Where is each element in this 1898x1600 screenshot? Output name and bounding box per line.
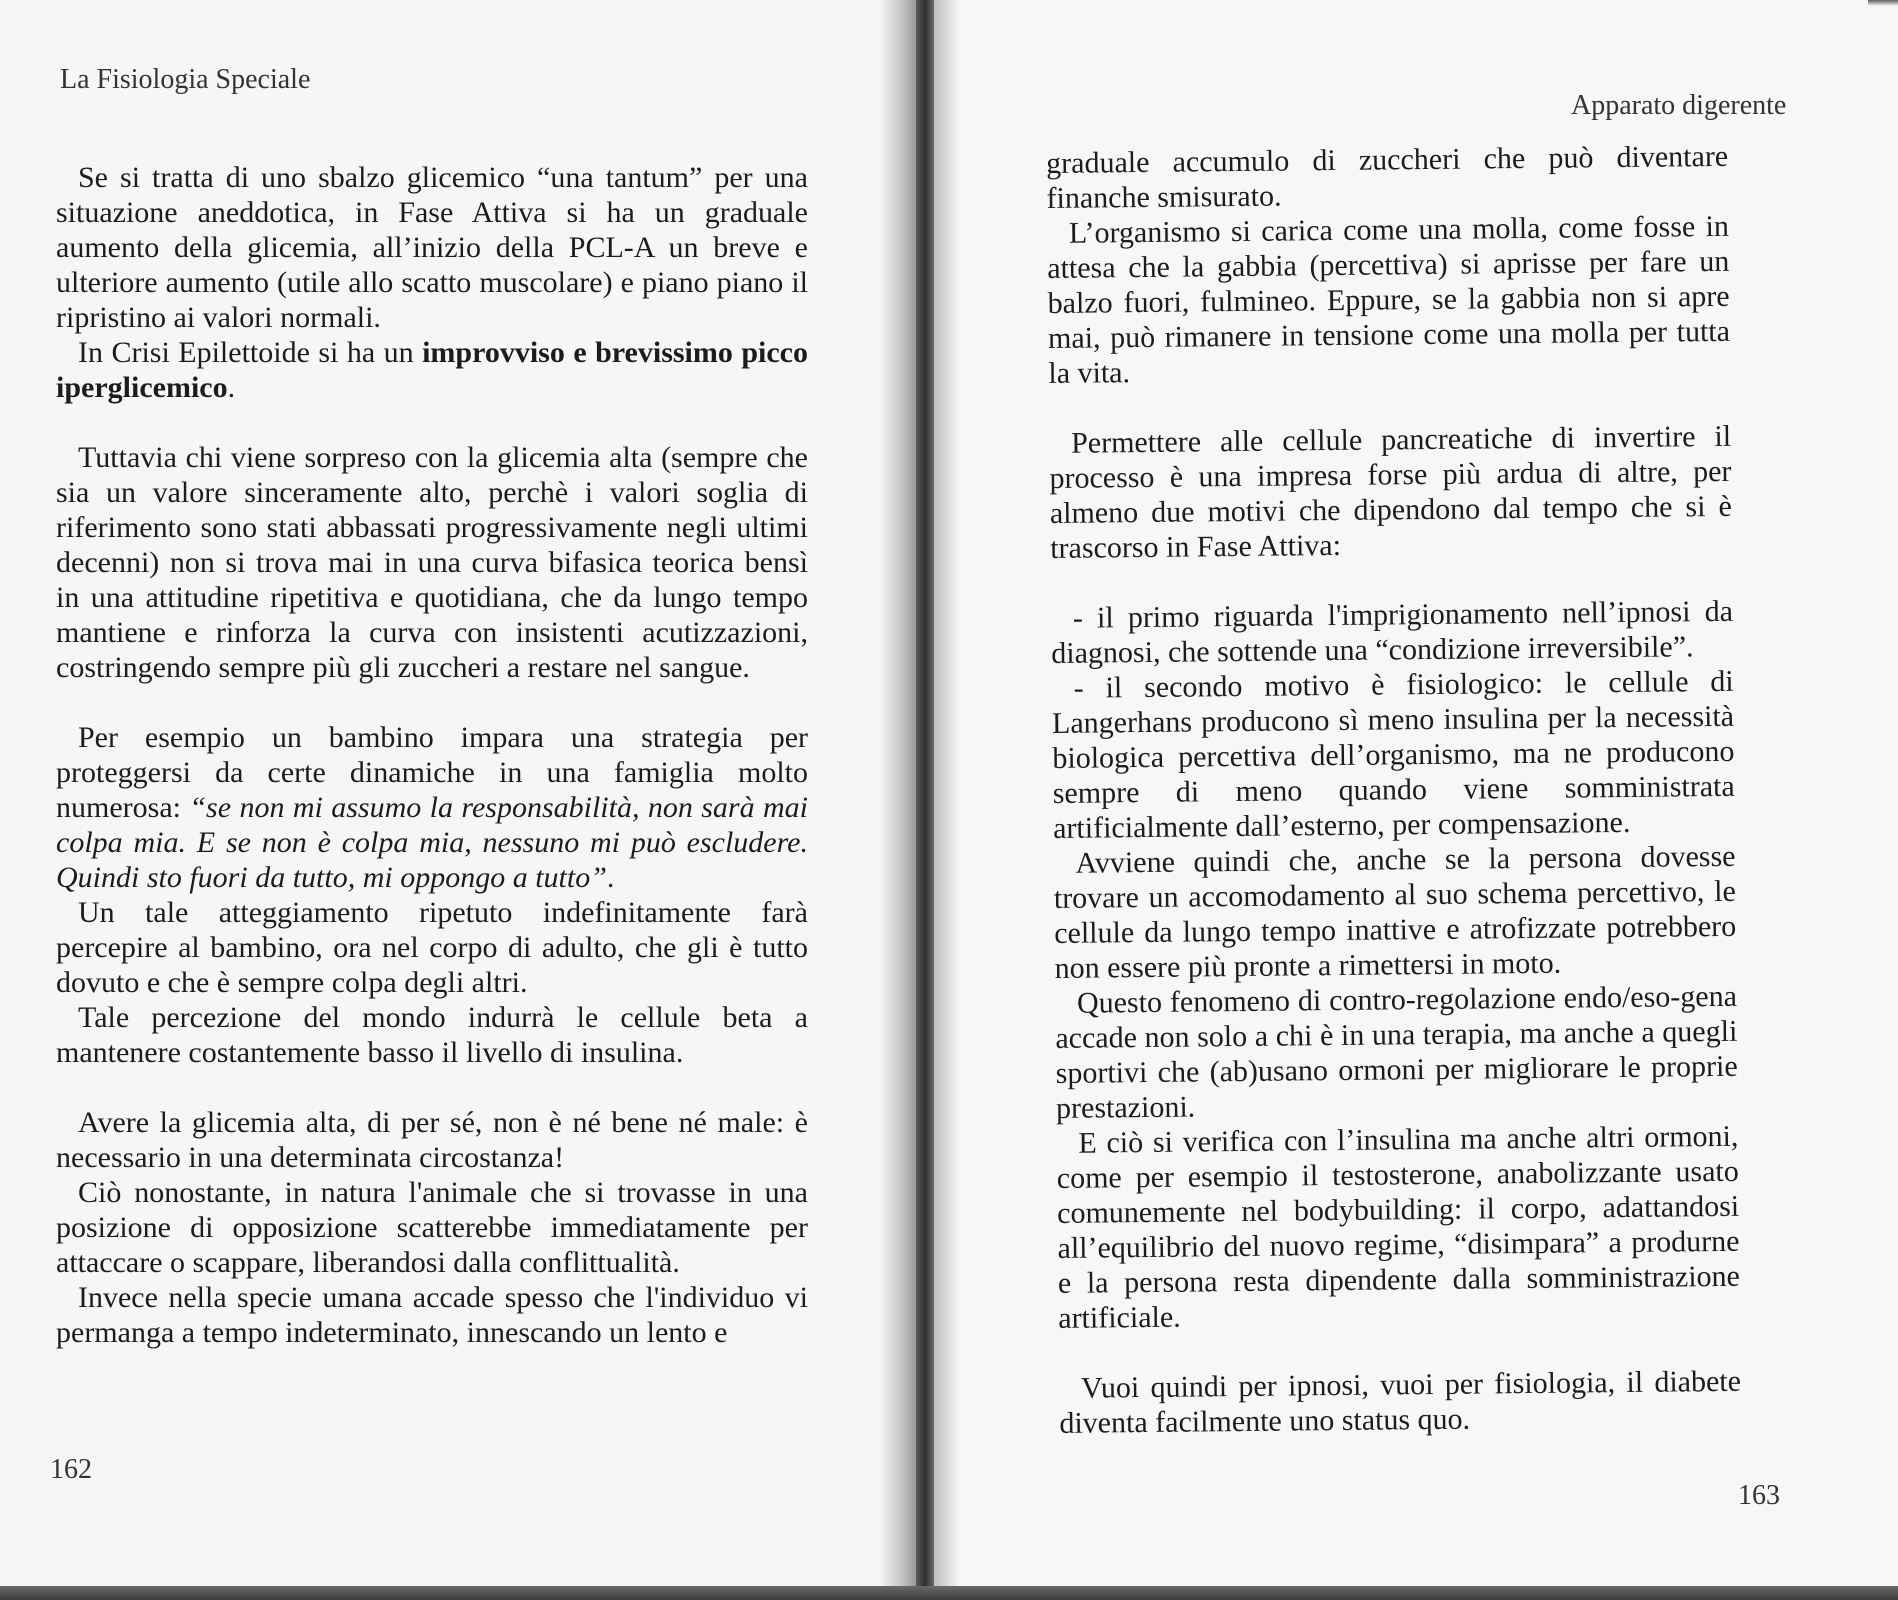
page-number-left: 162 [50,1454,92,1485]
left-page [0,0,916,1586]
page-number-right: 163 [1738,1480,1780,1511]
right-page-body [1046,139,1742,1441]
list-item: - il primo riguarda l'imprigionamento nell’ipnosi da diagnosi, che sottende una “condizione irreversibile”. [1051,594,1734,670]
paragraph: graduale accumulo di zuccheri che può diventare finanche smisurato. [1046,139,1729,215]
paragraph: Ciò nonostante, in natura l'animale che si trovasse in una posizione di opposizione scatterebbe immediatamente per attaccare o scappare, liberandosi dalla conflittualità. [56,1176,808,1279]
running-head-left: La Fisiologia Speciale [60,64,311,95]
paragraph: Se si tratta di uno sbalzo glicemico “una tantum” per una situazione aneddotica, in Fase Attiva si ha un graduale aumento della glicemia, all’inizio della PCL-A un breve e ulteriore aumento (utile allo scatto muscolare) e piano piano il ripristino ai valori normali. [56,161,808,334]
book-gutter [916,0,934,1586]
top-edge-shadow [1868,0,1898,6]
bottom-edge-shadow [0,1586,1898,1600]
gutter-shadow-right [934,0,960,1586]
right-page [934,0,1898,1586]
text-run: . [606,861,615,894]
text-run: Per esempio un bambino impara una strategia per proteggersi da certe dinamiche in una famiglia molto numerosa: [56,721,808,824]
paragraph: Vuoi quindi per ipnosi, vuoi per fisiologia, il diabete diventa facilmente uno status quo. [1059,1364,1742,1440]
paragraph [56,720,808,895]
running-head-right: Apparato digerente [1571,90,1787,121]
italic-quote: “se non mi assumo la responsabilità, non sarà mai colpa mia. E se non è colpa mia, nessuno mi può escludere. Quindi sto fuori da tutto, mi oppongo a tutto” [56,791,808,894]
paragraph: Invece nella specie umana accade spesso che l'individuo vi permanga a tempo indeterminato, innescando un lento e [56,1281,808,1349]
paragraph: E ciò si verifica con l’insulina ma anche altri ormoni, come per esempio il testosterone, anabolizzante usato comunemente nel bodybuilding: il corpo, adattandosi all’equilibrio del nuovo regime, “disimpara” a produrne e la persona resta dipendente dalla somministrazione artificiale. [1056,1119,1741,1335]
list-item: - il secondo motivo è fisiologico: le cellule di Langerhans producono sì meno insulina per la necessità biologica percettiva dell’organismo, ma ne producono sempre di meno quando viene somministrata artificialmente dall’esterno, per compensazione. [1051,664,1735,845]
gutter-shadow-left [880,0,916,1586]
left-page-body [56,160,808,1350]
paragraph [56,335,808,405]
paragraph: Tuttavia chi viene sorpreso con la glicemia alta (sempre che sia un valore sinceramente alto, perchè i valori soglia di riferimento sono stati abbassati progressivamente negli ultimi decenni) non si trova mai in una curva bifasica teorica bensì in una attitudine ripetitiva e quotidiana, che da lungo tempo mantiene e rinforza la curva con insistenti acutizzazioni, costringendo sempre più gli zuccheri a restare nel sangue. [56,441,808,684]
paragraph: Avviene quindi che, anche se la persona dovesse trovare un accomodamento al suo schema percettivo, le cellule da lungo tempo inattive e atrofizzate potrebbero non essere più pronte a rimettersi in moto. [1053,839,1737,985]
paragraph: Avere la glicemia alta, di per sé, non è né bene né male: è necessario in una determinata circostanza! [56,1106,808,1174]
paragraph: Tale percezione del mondo indurrà le cellule beta a mantenere costantemente basso il livello di insulina. [56,1001,808,1069]
text-run: . [227,371,236,404]
paragraph: L’organismo si carica come una molla, come fosse in attesa che la gabbia (percettiva) si aprisse per fare un balzo fuori, fulmineo. Eppure, se la gabbia non si apre mai, può rimanere in tensione come una molla per tutta la vita. [1047,209,1731,390]
bold-text-run: improvviso e brevissimo picco iperglicemico [56,336,808,404]
text-run: In Crisi Epilettoide si ha un [78,336,423,369]
paragraph: Un tale atteggiamento ripetuto indefinitamente farà percepire al bambino, ora nel corpo di adulto, che gli è tutto dovuto e che è sempre colpa degli altri. [56,896,808,999]
paragraph: Questo fenomeno di contro-regolazione endo/eso-gena accade non solo a chi è in una terapia, ma anche a quegli sportivi che (ab)usano ormoni per migliorare le proprie prestazioni. [1055,979,1738,1125]
paragraph: Permettere alle cellule pancreatiche di invertire il processo è una impresa forse più ardua di altre, per almeno due motivi che dipendono dal tempo che si è trascorso in Fase Attiva: [1049,419,1732,565]
